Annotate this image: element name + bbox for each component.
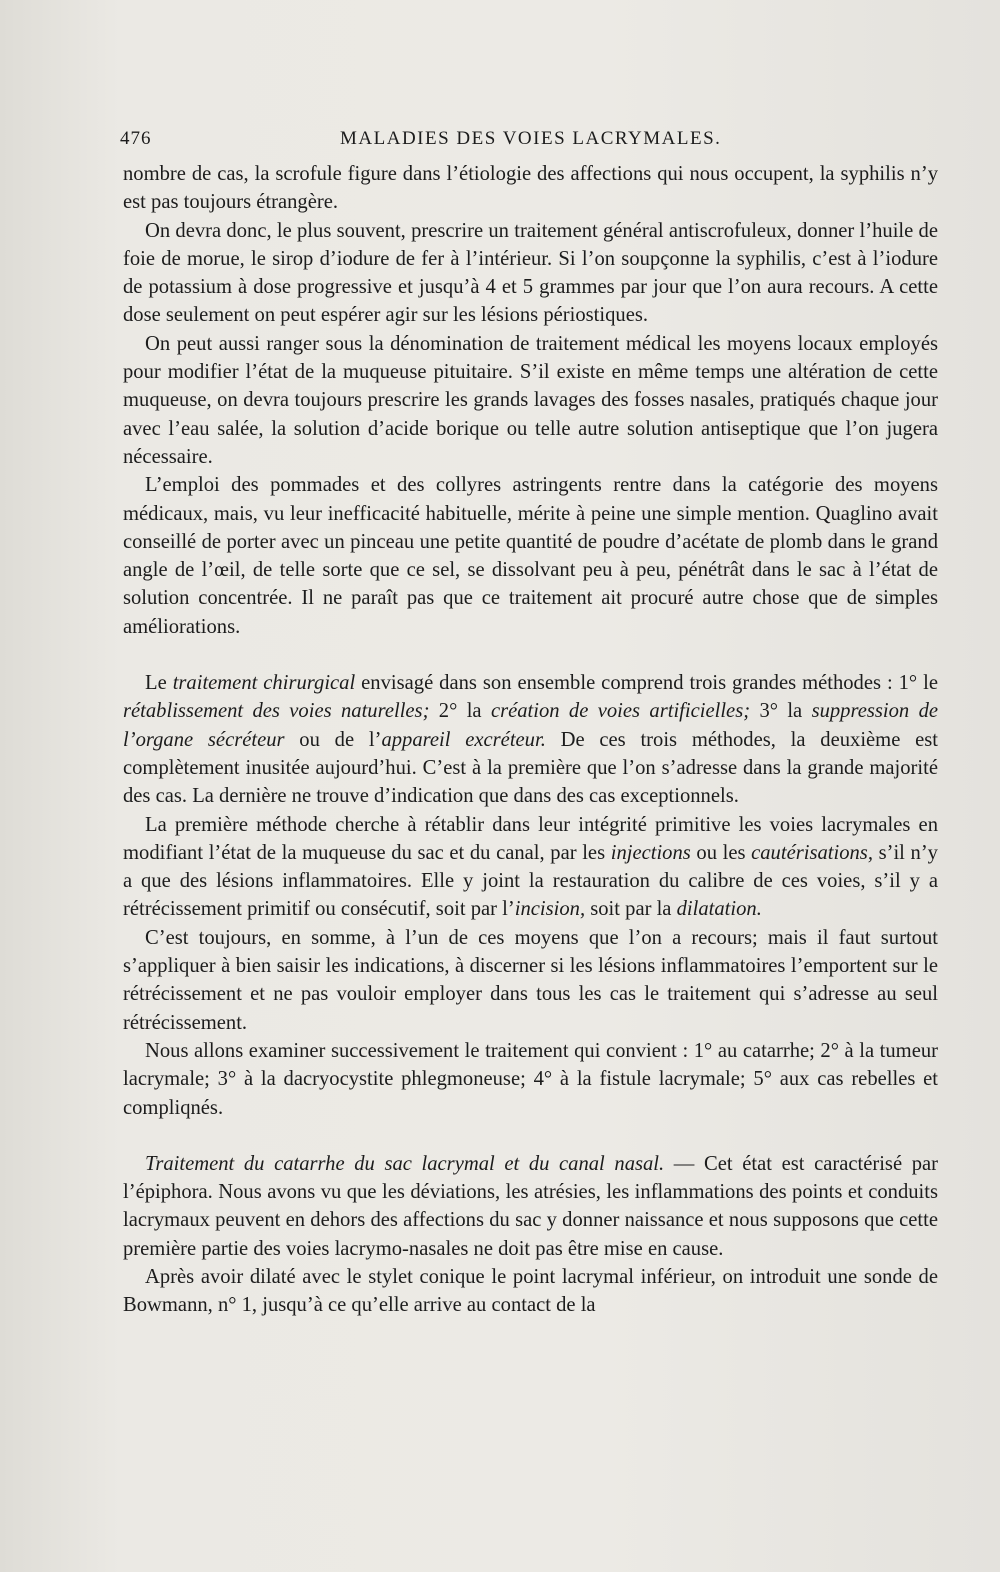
text-run: Le [145, 672, 173, 695]
italic-text: injections [610, 841, 691, 864]
paragraph [123, 471, 938, 641]
text-run: On peut aussi ranger sous la dénomination de traitement médical les moyens locaux employés pour modifier l’état de la muqueuse pituitaire. S’il existe en même temps une altération de cette muqueuse, on devra toujours prescrire les grands lavages des fosses nasales, pratiqués chaque jour avec l’eau salée, la solution d’acide borique ou telle autre solution antiseptique que l’on jugera nécessaire. [123, 332, 938, 468]
paragraph [123, 330, 938, 471]
italic-text: Traitement du catarrhe du sac lacrymal et du canal nasal. [145, 1152, 665, 1175]
text-run: 2° la [429, 700, 491, 723]
italic-text: cautérisations, [751, 841, 873, 864]
italic-text: appareil excréteur. [381, 728, 546, 751]
text-run: envisagé dans son ensemble comprend trois grandes méthodes : 1° le [355, 672, 938, 695]
text-run: On devra donc, le plus souvent, prescrire un traitement général antiscrofuleux, donner l’huile de foie de morue, le sirop d’iodure de fer à l’intérieur. Si l’on soupçonne la syphilis, c’est à l’iodure de potassium à dose progressive et jusqu’à 4 et 5 grammes par jour que l’on aura recours. A cette dose seulement on peut espérer agir sur les lésions périostiques. [123, 219, 938, 327]
paragraph [123, 217, 938, 330]
paragraph [123, 160, 938, 217]
text-run: 3° la [750, 700, 812, 723]
text-run: De ces trois méthodes, la deuxième est complètement inusitée aujourd’hui. C’est à la première que l’on s’adresse dans la grande majorité des cas. La dernière ne trouve d’indication que dans des cas exceptionnels. [123, 728, 938, 808]
italic-text: suppression de l’organe sécréteur [123, 700, 939, 751]
italic-text: traitement chirurgical [172, 672, 356, 695]
paragraph [123, 1150, 938, 1263]
text-run: Nous allons examiner successivement le traitement qui convient : 1° au catarrhe; 2° à la tumeur lacrymale; 3° à la dacryocystite phlegmoneuse; 4° à la fistule lacrymale; 5° aux cas rebelles et compliqnés. [123, 1039, 938, 1119]
text-run: — Cet état est caractérisé par l’épiphora. Nous avons vu que les déviations, les atrésies, les inflammations des points et conduits lacrymaux peuvent en dehors des affections du sac y donner naissance et nous supposons que cette première partie des voies lacrymo-nasales ne doit pas être mise en cause. [123, 1152, 938, 1260]
text-run: L’emploi des pommades et des collyres astringents rentre dans la catégorie des moyens médicaux, mais, vu leur inefficacité habituelle, mérite à peine une simple mention. Quaglino avait conseillé de porter avec un pinceau une petite quantité de poudre d’acétate de plomb dans le grand angle de l’œil, de telle sorte que ce sel, se dissolvant peu à peu, pénétrât dans le sac à l’état de solution concentrée. Il ne paraît pas que ce traitement ait procuré autre chose que de simples améliorations. [123, 474, 938, 638]
running-head: MALADIES DES VOIES LACRYMALES. [340, 128, 722, 149]
paragraph [123, 1263, 938, 1320]
paragraph [123, 1037, 938, 1122]
paragraph [123, 811, 938, 924]
italic-text: incision, [514, 898, 586, 921]
italic-text: dilatation. [676, 898, 762, 921]
text-run: nombre de cas, la scrofule figure dans l’étiologie des affections qui nous occupent, la syphilis n’y est pas toujours étrangère. [123, 163, 938, 214]
page-header [120, 128, 740, 154]
italic-text: création de voies artificielles; [490, 700, 751, 723]
text-run: ou de l’ [284, 728, 382, 751]
text-run: s’il n’y a que des lésions inflammatoires. Elle y joint la restauration du calibre de ces voies, s’il y a rétrécissement primitif ou consécutif, soit par l’ [123, 841, 938, 921]
text-run: La première méthode cherche à rétablir dans leur intégrité primitive les voies lacrymales en modifiant l’état de la muqueuse du sac et du canal, par les [123, 813, 938, 864]
italic-text: rétablissement des voies naturelles; [123, 700, 430, 723]
body-text [123, 160, 938, 1320]
page-number: 476 [120, 128, 152, 149]
text-run: Après avoir dilaté avec le stylet conique le point lacrymal inférieur, on introduit une sonde de Bowmann, n° 1, jusqu’à ce qu’elle arrive au contact de la [123, 1265, 938, 1317]
paragraph [123, 669, 938, 810]
text-run: ou les [690, 841, 752, 864]
text-run: soit par la [585, 898, 677, 921]
text-run: C’est toujours, en somme, à l’un de ces moyens que l’on a recours; mais il faut surtout s’appliquer à bien saisir les indications, à discerner si les lésions inflammatoires l’emportent sur le rétrécissement et ne pas vouloir employer dans tous les cas le traitement qui s’adresse au seul rétrécissement. [123, 926, 938, 1034]
paragraph [123, 924, 938, 1037]
